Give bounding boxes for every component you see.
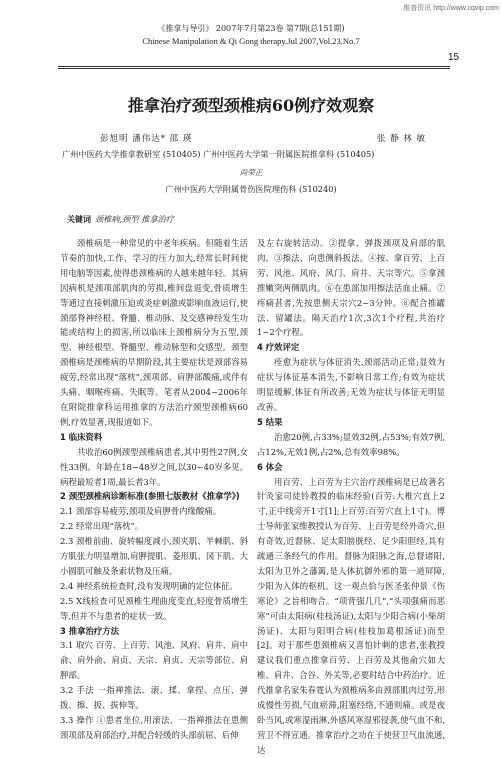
- authors-left: 彭旭明 潘伟达* 邵 瑛: [100, 134, 193, 144]
- left-column: [60, 236, 248, 743]
- numbered-item: 3.1 取穴 百劳、上百劳、风池、风府、肩井、肩中俞、肩外俞、肩贞、天宗、肩贞、天宗等部位、肩胛部。: [60, 640, 248, 681]
- paragraph: 及左右旋转活动。②提拿、弹拨颈项及肩部的肌肉。③擦法、向患侧斜扳法。④按、拿百劳、上百劳、风池、风府、风门、肩井、天宗等穴。⑤拿颈推嫩突两侧肌肉。⑥在患部加用擦法活血止痛。⑦疼痛甚者,先按患侧天宗穴2~3分钟。⑧配合推罐法、留罐法。隔天治疗1次,3次1个疗程,共治疗1~2个疗程。: [257, 238, 445, 338]
- numbered-item: 3.3 操作 ①患者坐位,用滚法、一指禅推法在患侧颈项部及肩部治疗,并配合轻缓的头部前屈、后伸: [60, 715, 248, 740]
- right-column: [257, 236, 445, 758]
- keywords-text: 颈椎病,颈型 推拿治疗: [95, 214, 174, 224]
- header-rule-thin: [58, 68, 450, 69]
- paper-title: 推拿治疗颈型颈椎病60例疗效观察: [127, 96, 375, 115]
- paragraph: 共收治60例颈型颈椎病患者,其中男性27例,女性33例。年龄在18~48岁之间,以30~40岁多见。病程最短者1周,最长者3年。: [60, 446, 248, 487]
- header-rule: [58, 66, 450, 67]
- advisor: 尚荣正: [239, 168, 263, 177]
- section-heading: 4 疗效评定: [257, 342, 300, 353]
- author-line: [100, 132, 426, 144]
- journal-header: 《推拿与导引》 2007年7月第23卷 第7期(总151期): [157, 24, 345, 33]
- section-heading: 5 结果: [257, 416, 283, 427]
- numbered-item: 2.5 X线检查可见颈椎生理曲度变直,轻度骨质增生等,但并不与患者的症状一致。: [60, 595, 248, 621]
- numbered-item: 2.4 神经系统检查时,没有发现明确的定位体征。: [60, 580, 238, 591]
- paragraph: 用百劳、上百劳为主穴治疗颈椎病是已故著名针灸家司徒铃教授的临床经验(百劳:大椎穴直上2寸,正中线旁开1寸[1];上百劳:百劳穴直上1寸)。博士导师张家维教授认为百劳、上百劳是经外奇穴,但有奇效,近督脉、足太阳膀胱经、足少阳胆经,具有疏通三条经气的作用。督脉为阳脉之海,总督诸阳,太阳为卫外之藩篱,是人体抗御外邪的第一道屏障,少阳为入体的枢机。这一观点恰与医圣张仲景《伤寒论》之旨相吻合。“项背强几几”,“头项强痛而恶寒”可由太阳病(桂枝汤证),太阳与少阳合病(小柴胡汤证)、太阳与阳明合病(桂枝加葛根汤证)而至[2]。对于那些患颈椎病又喜怕针刺的患者,张教授建议我们重点推拿百劳、上百劳及其他俞穴如大椎、肩井、合谷、外关等,必要时结合中药治疗。近代推拿名家朱春霆认为颈椎病多由颈部肌肉过劳,形成慢性劳损,气血瘀滞,阻塞经络,不通则痛。或是夜卧当风,或寒湿雨淋,外感风寒湿邪侵袭,使气血不和,营卫不得宣通。推拿治疗之功在于使营卫气血流通,达: [257, 476, 445, 755]
- authors-right: 张 静 林 敏: [376, 134, 426, 144]
- keywords-label: 关键词: [67, 215, 91, 224]
- numbered-item: 2.1 颈部容易疲劳,颈项及肩胛骨内缘酸痛。: [60, 506, 222, 517]
- section-heading: 2 颈型颈椎病诊断标准(参照七版教材《推拿学》): [60, 491, 240, 502]
- numbered-item: 3.2 手法 一指禅推法、滚、揉、拿捏、点压、弹拨、擦、扳、拔伸等。: [60, 685, 248, 711]
- page-number: 15: [448, 52, 460, 63]
- section-heading: 3 推拿治疗方法: [60, 625, 119, 636]
- paragraph: 痊愈为症状与体征消失,颈部活动正常;显效为症状与体征基本消失,不影响日常工作;有效为症状明显缓解,体征有所改善;无效为症状与体征无明显改善。: [257, 357, 445, 412]
- numbered-item: 2.3 颈椎前曲、旋转幅度减小,颈夹肌、半棘肌、斜方肌张力明显增加,肩胛提肌、菱形肌、冈下肌、大小圆肌可触及条索状物及压痛。: [60, 536, 248, 576]
- affiliation-2: 广州中医药大学附属骨伤医院理伤科 (510240): [165, 184, 337, 194]
- section-heading: 1 临床资料: [60, 431, 103, 442]
- numbered-item: 2.2 经常出现“落枕”。: [60, 521, 144, 532]
- paragraph: 治愈20例,占33%;显效32例,占53%;有效7例,占12%,无效1例,占2%,总有效率98%。: [257, 431, 445, 457]
- watermark: 维普资讯 http://www.cqvip.com: [403, 5, 499, 12]
- section-heading: 6 体会: [257, 461, 283, 472]
- paragraph: 颈椎病是一种常见的中老年疾病。但随着生活节奏的加快,工作、学习的压力加大,经常长时间使用电脑等因素,使得患颈椎病的人越来越年轻。其病因病机是颈项部肌肉的劳损,椎间盘退变,骨质增生等通过直接刺激压迫或炎症刺激或影响血液运行,使颈部脊神经根、脊髓、椎动脉、及交感神经发生功能或结构上的损害,所以临床上颈椎病分为五型,颈型、神经根型、脊髓型、椎动脉型和交感型。颈型颈椎病是颈椎病的早期阶段,其主要症状是颈部容易疲劳,经常出现“落枕”,颈项部、肩胛部酸痛,或伴有头痛、咽喉疼痛、失眠等。笔者从2004~2006年在附院推拿科运用推拿的方法治疗颈型颈椎病60例,疗效显著,现报道如下。: [60, 238, 248, 427]
- affiliation-1: 广州中医药大学推拿教研室 (510405) 广州中医药大学第一附属医院推拿科 (510405): [62, 149, 375, 159]
- journal-header-en: Chinese Manipulation & Qi Gong therapy.Jul 2007,Vol.23,No.7: [142, 36, 360, 46]
- keywords: [67, 214, 174, 225]
